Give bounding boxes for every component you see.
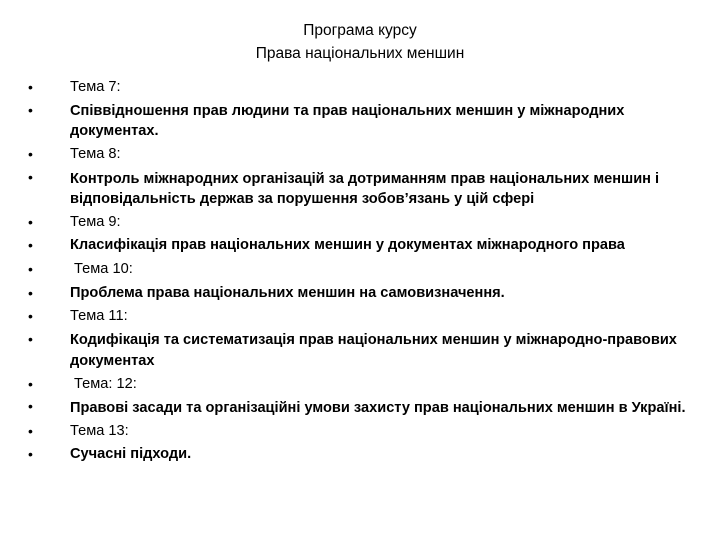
bullet-icon: • [28,146,33,163]
list-item-topic-9-heading [28,211,688,235]
title-line-1: Програма курсу [303,22,417,39]
bullet-icon: • [28,398,33,415]
bullet-icon: • [28,168,33,185]
bullet-icon: • [28,101,33,118]
item-text: Тема 13: [70,422,129,439]
item-text: Проблема права національних меншин на самовизначення. [70,284,505,301]
list-item-topic-10-title [28,282,688,306]
item-text: Тема 8: [70,146,121,163]
topic-list [28,76,688,467]
item-text: Кодифікація та систематизація прав національних меншин у міжнародно-правових документах [70,332,677,369]
bullet-icon: • [28,284,33,301]
list-item-topic-12-title [28,396,688,420]
item-text: Правові засади та організаційні умови захисту прав національних меншин в Україні. [70,399,686,416]
list-item-topic-10-heading [28,258,688,282]
bullet-icon: • [28,330,33,347]
bullet-icon: • [28,260,33,277]
bullet-icon: • [28,237,33,254]
item-text: Співвідношення прав людини та прав національних меншин у міжнародних документах. [70,103,625,140]
list-item-topic-8-heading [28,143,688,167]
slide-title [0,19,720,65]
list-item-topic-11-title [28,329,688,373]
item-text: Контроль міжнародних організацій за дотриманням прав національних меншин і відповідальність держав за порушення зобов’язань у цій сфері [70,170,660,207]
list-item-topic-11-heading [28,305,688,329]
bullet-icon: • [28,422,33,439]
bullet-icon: • [28,308,33,325]
item-text: Класифікація прав національних меншин у документах міжнародного права [70,237,625,254]
list-item-topic-7-title [28,100,688,144]
title-line-2: Права національних меншин [255,45,465,62]
bullet-icon: • [28,446,33,463]
item-text: Тема 9: [70,213,121,230]
item-text: Сучасні підходи. [70,446,192,463]
bullet-icon: • [28,375,33,392]
item-text: Тема 10: [70,260,133,277]
list-item-topic-13-heading [28,420,688,444]
item-text: Тема 7: [70,79,121,95]
bullet-icon: • [28,213,33,230]
list-item-topic-7-heading [28,76,688,100]
item-text: Тема 11: [70,308,128,325]
bullet-icon: • [28,79,33,95]
list-item-topic-9-title [28,234,688,258]
list-item-topic-8-title [28,167,688,211]
item-text: Тема: 12: [70,375,137,392]
list-item-topic-13-title [28,443,688,467]
list-item-topic-12-heading [28,373,688,397]
